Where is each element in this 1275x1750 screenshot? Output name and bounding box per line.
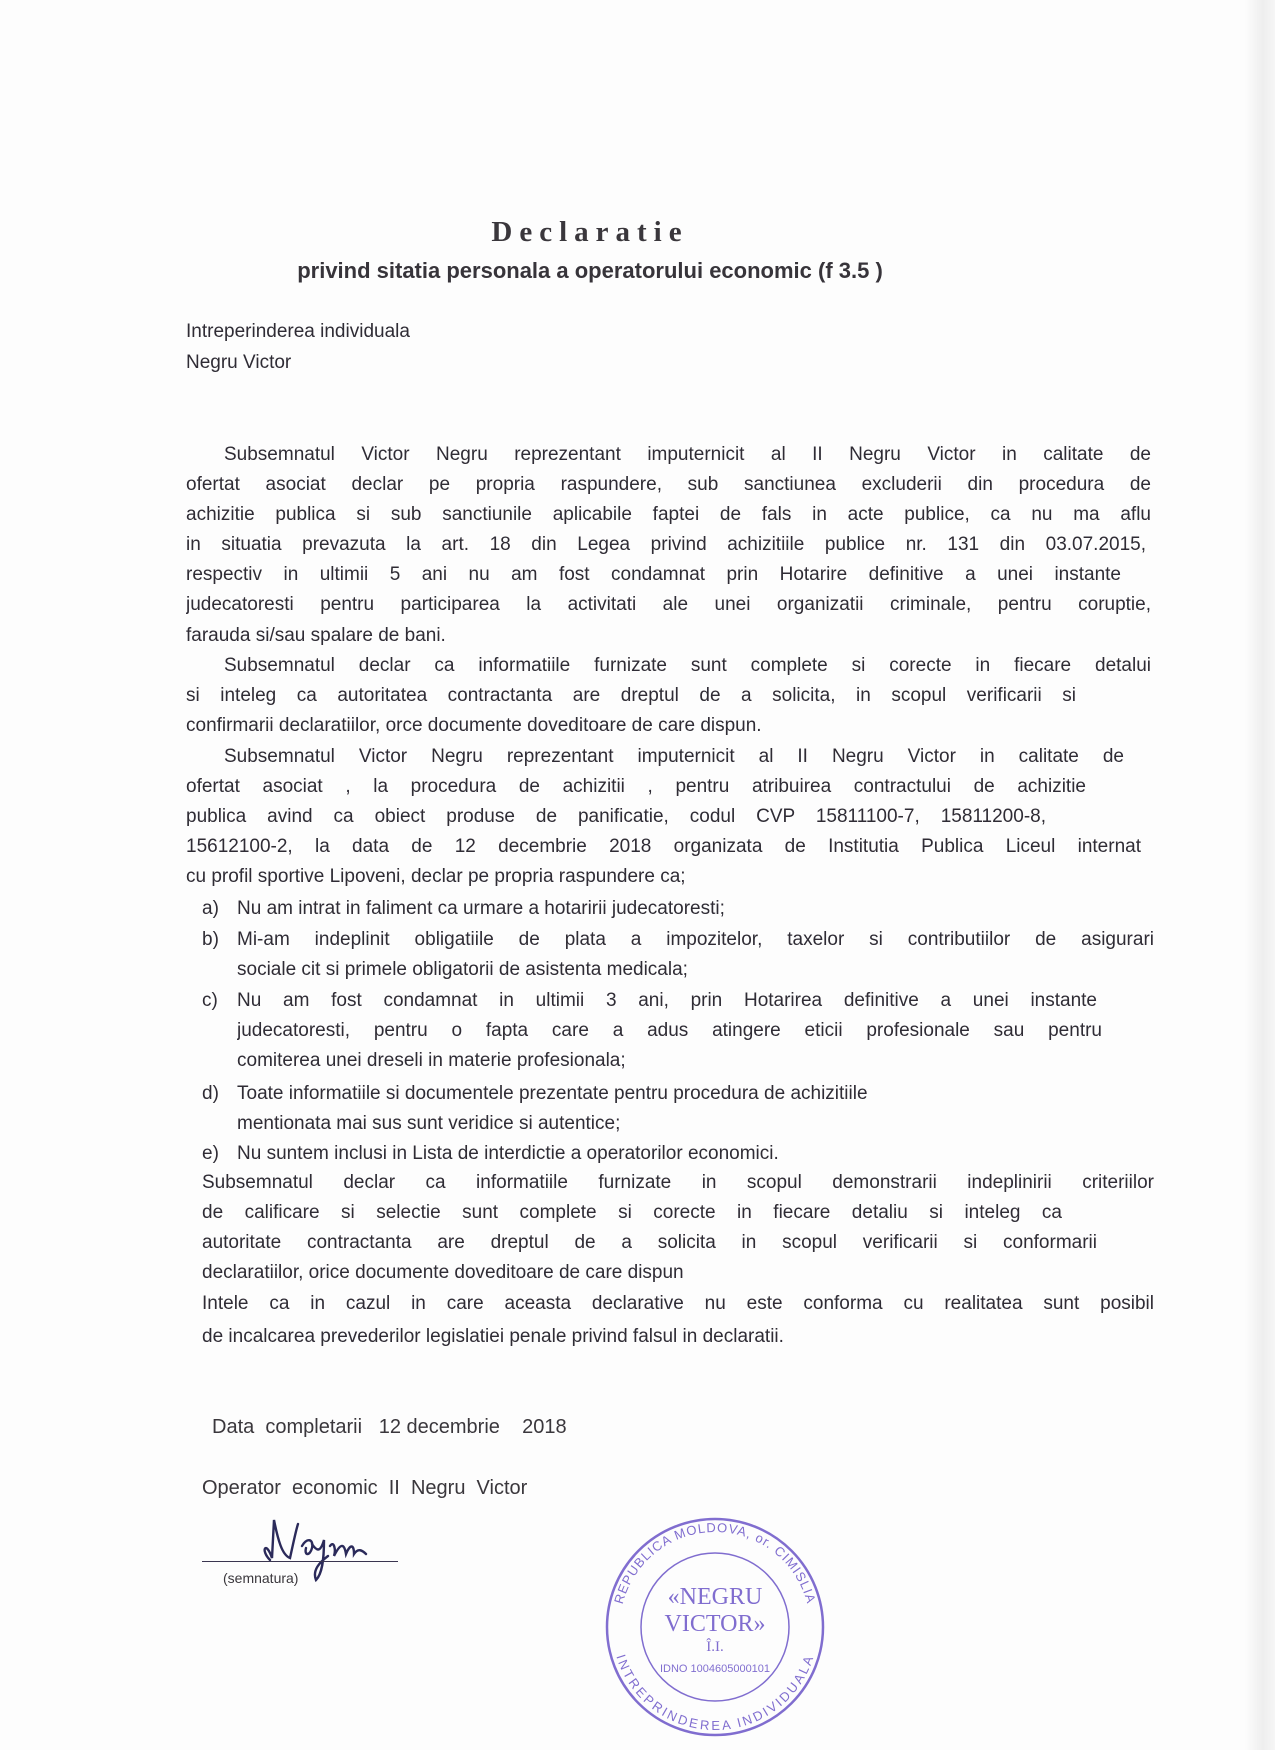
paragraph-2-line: Subsemnatul declar ca informatiile furnizate sunt complete si corecte in fiecare detalui [224, 655, 1151, 676]
paragraph-1-line: in situatia prevazuta la art. 18 din Legea privind achizitiile publice nr. 131 din 03.07.2015, [186, 534, 1146, 555]
paragraph-5-line: de incalcarea prevederilor legislatiei penale privind falsul in declaratii. [202, 1326, 784, 1347]
stamp-name-2: VICTOR» [664, 1611, 766, 1637]
paragraph-4-line: de calificare si selectie sunt complete si corecte in fiecare detaliu si inteleg ca [202, 1202, 1062, 1223]
paragraph-1-line: Subsemnatul Victor Negru reprezentant imputernicit al II Negru Victor in calitate de [224, 444, 1151, 465]
paragraph-3-line: ofertat asociat , la procedura de achizitii , pentru atribuirea contractului de achizitie [186, 776, 1086, 797]
economic-operator: Operator economic II Negru Victor [202, 1477, 528, 1499]
list-item-b-line: Mi-am indeplinit obligatiile de plata a impozitelor, taxelor si contributiilor de asigurari [237, 929, 1154, 950]
list-letter-d: d) [202, 1083, 219, 1104]
completion-date: Data completarii 12 decembrie 2018 [212, 1416, 567, 1438]
list-letter-e: e) [202, 1143, 219, 1164]
document-title: Declaratie [491, 216, 689, 248]
list-item-a-line: Nu am intrat in faliment ca urmare a hotaririi judecatoresti; [237, 898, 725, 919]
stamp-idno: IDNO 1004605000101 [659, 1663, 771, 1675]
paragraph-4-line: declaratiilor, orice documente doveditoare de care dispun [202, 1262, 684, 1283]
stamp-name-1: «NEGRU [667, 1584, 763, 1610]
list-letter-b: b) [202, 929, 219, 950]
list-item-c-line: Nu am fost condamnat in ultimii 3 ani, prin Hotarirea definitive a unei instante [237, 990, 1097, 1011]
list-item-c-line: judecatoresti, pentru o fapta care a adus atingere eticii profesionale sau pentru [237, 1020, 1102, 1041]
list-item-c-line: comiterea unei dreseli in materie profesionala; [237, 1050, 626, 1071]
paragraph-1-line: judecatoresti pentru participarea la activitati ale unei organizatii criminale, pentru coruptie, [186, 594, 1151, 615]
document-subtitle: privind sitatia personala a operatorului economic (f 3.5 ) [297, 258, 883, 283]
list-item-b-line: sociale cit si primele obligatorii de asistenta medicala; [237, 959, 688, 980]
paragraph-4-line: Subsemnatul declar ca informatiile furnizate in scopul demonstrarii indeplinirii criteriilor [202, 1172, 1154, 1193]
company-type: Intreperinderea individuala [186, 321, 410, 342]
paragraph-3-line: Subsemnatul Victor Negru reprezentant imputernicit al II Negru Victor in calitate de [224, 746, 1124, 767]
paragraph-3-line: cu profil sportive Lipoveni, declar pe propria raspundere ca; [186, 866, 686, 887]
list-item-e-line: Nu suntem inclusi in Lista de interdictie a operatorilor economici. [237, 1143, 779, 1164]
company-stamp [600, 1512, 830, 1742]
paragraph-3-line: 15612100-2, la data de 12 decembrie 2018 organizata de Institutia Publica Liceul internat [186, 836, 1141, 857]
paragraph-1-line: ofertat asociat declar pe propria raspundere, sub sanctiunea excluderii din procedura de [186, 474, 1151, 495]
signature-line [202, 1561, 398, 1562]
stamp-ring-top: REPUBLICA MOLDOVA, or. CIMISLIA [611, 1519, 819, 1606]
paragraph-5-line: Intele ca in cazul in care aceasta declarative nu este conforma cu realitatea sunt posibil [202, 1293, 1154, 1314]
paragraph-4-line: autoritate contractanta are dreptul de a solicita in scopul verificarii si conformarii [202, 1232, 1097, 1253]
stamp-ring-bottom: INTREPRINDEREA INDIVIDUALA [613, 1652, 817, 1733]
signature-caption: (semnatura) [223, 1570, 299, 1586]
paragraph-1-line: respectiv in ultimii 5 ani nu am fost condamnat prin Hotarire definitive a unei instante [186, 564, 1121, 585]
list-item-d-line: Toate informatiile si documentele prezentate pentru procedura de achizitiile [237, 1083, 868, 1104]
paragraph-1-line: achizitie publica si sub sanctiunile aplicabile faptei de fals in acte publice, ca nu ma aflu [186, 504, 1151, 525]
scan-edge [1245, 0, 1275, 1750]
paragraph-2-line: confirmarii declaratiilor, orce documente doveditoare de care dispun. [186, 715, 762, 736]
paragraph-3-line: publica avind ca obiect produse de panificatie, codul CVP 15811100-7, 15811200-8, [186, 806, 1046, 827]
paragraph-1-line: farauda si/sau spalare de bani. [186, 625, 446, 646]
stamp-type: Î.I. [706, 1639, 724, 1655]
list-letter-c: c) [202, 990, 218, 1011]
company-name: Negru Victor [186, 352, 292, 373]
list-letter-a: a) [202, 898, 219, 919]
paragraph-2-line: si inteleg ca autoritatea contractanta are dreptul de a solicita, in scopul verificarii si [186, 685, 1076, 706]
list-item-d-line: mentionata mai sus sunt veridice si autentice; [237, 1113, 621, 1134]
